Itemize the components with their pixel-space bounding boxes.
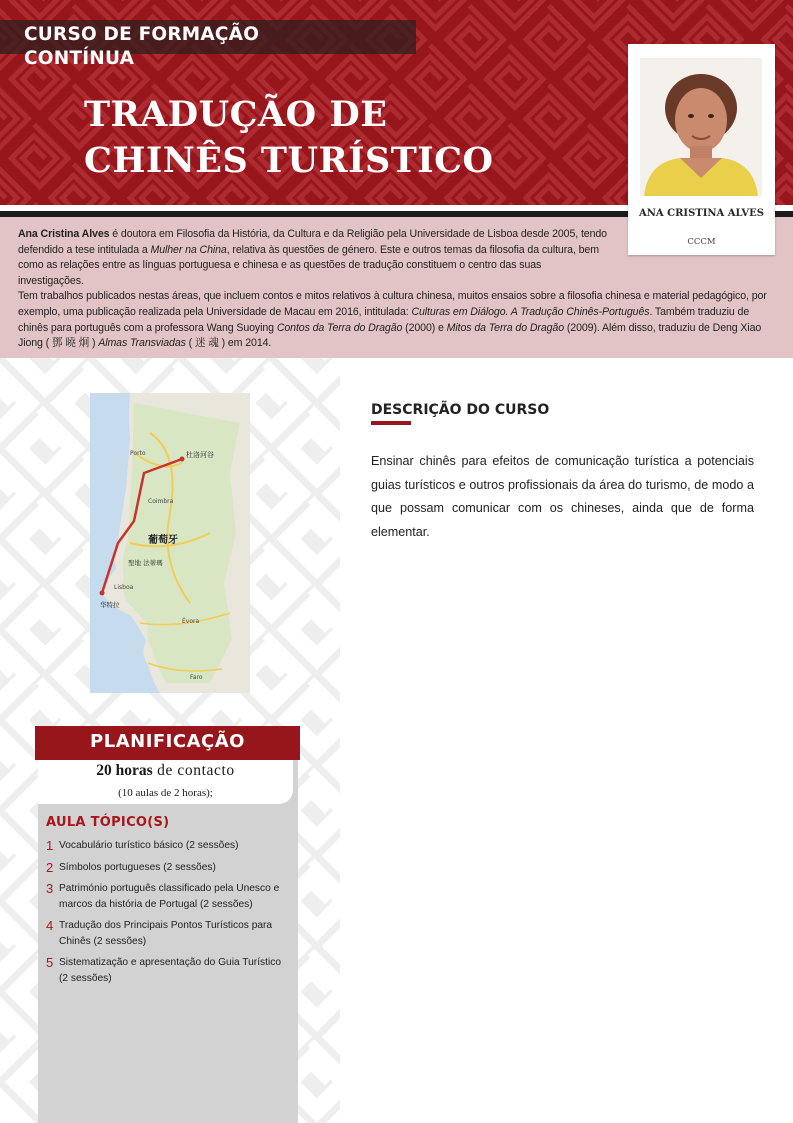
topic-number: 4	[46, 918, 54, 933]
bio-italic: Contos da Terra do Dragão	[276, 321, 403, 334]
topic-text: Vocabulário turístico básico (2 sessões)	[59, 840, 239, 851]
bio-italic: Mulher na China	[150, 243, 227, 256]
aula-header: AULA TÓPICO(S)	[46, 815, 170, 830]
portugal-map	[90, 393, 250, 693]
instructor-card	[628, 44, 775, 255]
page-title	[84, 92, 564, 184]
list-item	[46, 838, 291, 854]
bio-text: é doutora em Filosofia da História, da Cultura e da Religião pela Universidade de Lisboa desde 2005, tendo defendido a tese intitulada a	[18, 228, 607, 256]
topic-text: Símbolos portugueses (2 sessões)	[59, 861, 216, 873]
map-label: Coimbra	[148, 498, 174, 505]
map-label: Porto	[130, 450, 146, 457]
bio-italic: Almas Transviadas	[98, 337, 186, 350]
topic-number: 2	[46, 859, 54, 875]
bio-text: (2000) e	[402, 321, 447, 334]
map-label: 葡萄牙	[148, 535, 178, 546]
map-label: 聖地 法蒂瑪	[128, 559, 163, 567]
title-line-2: CHINÊS TURÍSTICO	[84, 140, 494, 181]
list-item	[46, 918, 291, 949]
description-title: DESCRIÇÃO DO CURSO	[371, 402, 550, 418]
hours-number: 20 horas	[96, 762, 153, 779]
topic-text: Património português classificado pela Unesco e marcos da história de Portugal (2 sessões)	[59, 883, 280, 910]
topic-text: Tradução dos Principais Pontos Turísticos para Chinês (2 sessões)	[59, 920, 273, 947]
bio-text: (2009). Além disso, traduziu de Deng Xiao Jiong ( 鄧 曉 炯 )	[18, 321, 762, 350]
topic-number: 1	[46, 838, 54, 853]
hours-label: de contacto	[152, 762, 235, 779]
plan-title: PLANIFICAÇÃO	[90, 731, 245, 752]
title-line-1: TRADUÇÃO DE	[84, 94, 388, 135]
topic-text: Sistematização e apresentação do Guia Turístico (2 sessões)	[59, 957, 281, 984]
map-label: Évora	[182, 618, 200, 625]
topic-list	[46, 838, 291, 992]
list-item	[46, 881, 291, 912]
list-item	[46, 955, 291, 986]
bio-italic: Culturas em Diálogo. A Tradução Chinês-Português	[411, 305, 650, 318]
hours-line	[38, 762, 293, 780]
map-label: 华特拉	[100, 601, 120, 609]
description-text: Ensinar chinês para efeitos de comunicação turística a potenciais guias turísticos e outros profissionais da área do turismo, de modo a que possam comunicar com os chineses, ainda que de forma elementar.	[371, 454, 754, 539]
bio-text: Tem trabalhos publicados nestas áreas, que incluem contos e mitos relativos à cultura chinesa, muitos ensaios sobre a filosofia chinesa e material pedagógico, por exemplo, uma publicação realizada pela Universidade de Macau em 2016, intitulada:	[18, 290, 767, 318]
bio-italic: Mitos da Terra do Dragão	[446, 321, 565, 334]
instructor-org: CCCM	[687, 237, 716, 247]
instructor-photo	[640, 58, 762, 196]
instructor-name: ANA CRISTINA ALVES	[638, 208, 764, 219]
bio-name: Ana Cristina Alves	[18, 228, 110, 240]
map-label: Faro	[190, 674, 203, 681]
bio-text: ( 迷 魂 ) em 2014.	[185, 337, 272, 350]
bio-text: , relativa às questões de género. Este e outros temas da filosofia da cultura, bem como as relações entre as línguas portuguesa e chinesa e as questões de tradução constituem o centro das suas investigações.	[18, 243, 599, 287]
topic-number: 3	[46, 881, 54, 896]
bio-text: . Também traduziu de chinês para português com a professora Wang Suoying	[18, 305, 750, 334]
hours-sub: (10 aulas de 2 horas);	[118, 787, 213, 799]
description-underline	[371, 421, 411, 425]
topic-number: 5	[46, 955, 54, 970]
list-item	[46, 860, 291, 876]
map-label: Lisboa	[114, 584, 134, 591]
map-label: 杜洛河谷	[186, 451, 214, 459]
course-kicker: CURSO DE FORMAÇÃO CONTÍNUA	[24, 24, 260, 69]
